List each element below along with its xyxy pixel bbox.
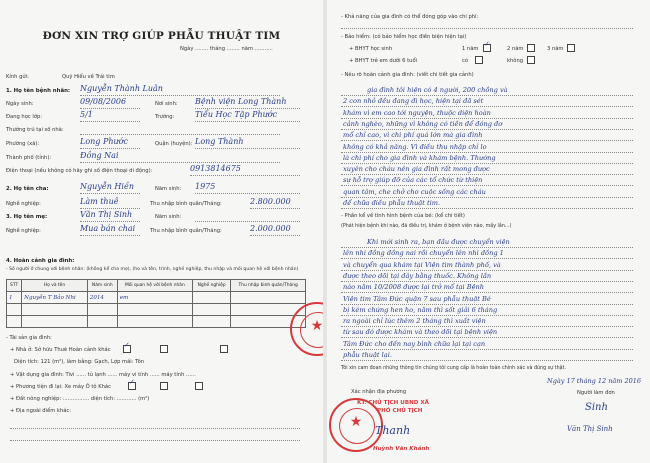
field-value[interactable]: Văn Thị Sinh [80, 210, 133, 219]
ruled-line [341, 304, 633, 305]
table-header-cell: Mối quan hệ với bệnh nhân [117, 280, 192, 292]
handwritten-line: 2 con nhỏ đều đang đi học, hiện tại đã sét [343, 97, 484, 106]
ruled-line [341, 197, 633, 198]
field-label: 1. Họ tên bệnh nhân: [6, 88, 71, 94]
ruled-line [341, 337, 633, 338]
handwritten-line: được theo dõi tại đây bằng thuốc. Không lần [343, 271, 492, 280]
table-header-cell: Nghề nghiệp [192, 280, 230, 292]
section4-title: 4. Hoàn cảnh gia đình: [6, 258, 75, 264]
house-line: + Nhà ở: Sở hữu Thuê Hoàn cảnh khác [10, 347, 111, 353]
field-underline [80, 148, 140, 149]
field-value[interactable]: Đồng Nai [80, 151, 119, 160]
three-year-checkbox[interactable] [567, 44, 575, 52]
assets-title: - Tài sản gia đình: [6, 335, 52, 341]
field-underline [195, 193, 300, 194]
table-cell[interactable]: 1 [7, 292, 22, 304]
table-header-cell: Thu nhập bình quân/Tháng [231, 280, 306, 292]
field-label: 2. Họ tên cha: [6, 186, 49, 192]
field-underline [250, 208, 300, 209]
insurance-title: - Bảo hiểm: (có bảo hiểm học điền biện hiện tại) [341, 34, 467, 40]
handwritten-line: nào năm 10/2008 được lại trở mổ tại Bệnh [343, 283, 485, 292]
table-cell[interactable]: em [117, 292, 192, 304]
form-title: ĐƠN XIN TRỢ GIÚP PHẪU THUẬT TIM [42, 30, 281, 42]
insurance-student: + BHYT học sinh [349, 46, 393, 52]
field-label: Ngày sinh: [6, 101, 34, 107]
ins-opt-no: không [507, 58, 524, 64]
table-cell[interactable] [87, 316, 117, 328]
family-table-header [7, 280, 306, 292]
handwritten-line: không có khả năng. Vì điều thu nhập chỉ lo [343, 142, 487, 151]
field-value-secondary[interactable]: Long Thành [195, 137, 244, 146]
ruled-line [341, 95, 633, 96]
left-page [0, 0, 323, 463]
table-cell[interactable] [87, 304, 117, 316]
ruled-line [341, 118, 633, 119]
family-table [6, 279, 306, 328]
field-value[interactable]: 0913814675 [190, 164, 241, 173]
field-value-secondary[interactable]: Tiểu Học Tập Phước [195, 110, 278, 119]
table-cell[interactable] [22, 316, 88, 328]
land-line: + Đất nông nghiệp: ................ diện tích: ............ (m²) [10, 396, 150, 402]
field-label: Thành phố (tỉnh): [6, 155, 52, 161]
table-cell[interactable] [192, 316, 230, 328]
ruled-line [341, 281, 633, 282]
handwritten-line: xuyên cho cháu nên gia đình rất mong được [343, 165, 490, 174]
table-cell[interactable] [117, 316, 192, 328]
table-header-cell: Năm sinh [87, 280, 117, 292]
handwritten-line: phẫu thuật lại. [343, 351, 392, 359]
ruled-line [341, 315, 633, 316]
signer-name: Văn Thị Sinh [567, 425, 613, 433]
field-underline [195, 148, 300, 149]
table-cell[interactable] [192, 292, 230, 304]
field-value-secondary[interactable]: 2.800.000 [250, 197, 291, 206]
field-value[interactable]: Mua bán chai [80, 224, 136, 233]
signer-title: Người làm đơn [577, 390, 615, 396]
field-value-secondary[interactable]: 2.000.000 [250, 224, 291, 233]
signer-signature: Sinh [585, 402, 608, 413]
ruled-line [341, 163, 633, 164]
ruled-line [341, 208, 633, 209]
ins-opt-2-year: 2 năm [507, 46, 524, 52]
insurance-child: + BHYT trẻ em dưới 6 tuổi [349, 58, 418, 64]
house-other-checkbox[interactable] [220, 345, 228, 353]
section4-subtitle: - Số người ở chung với bệnh nhân: (không kể cha mẹ), (họ và tên, trình, nghề nghiệp, thu nhập và mối quan hệ với bệnh nhân) [6, 267, 299, 272]
ins-opt-3-year: 3 năm [547, 46, 564, 52]
date-line: Ngày ........ tháng ........ năm ........... [180, 46, 273, 52]
field-value[interactable]: 5/1 [80, 110, 93, 119]
handwritten-line: mổ chỉ cao, vì chi phí quá lớn mà gia đình [343, 131, 483, 140]
field-label-secondary: Thu nhập bình quân/Tháng: [150, 201, 222, 207]
ruled-line [341, 326, 633, 327]
ruled-line [341, 174, 633, 175]
handwritten-line: lên nhi đồng đồng nai rồi chuyển lên nhi đồng 1 [343, 249, 504, 258]
field-value[interactable]: Nguyễn Hiền [80, 182, 135, 191]
ins-opt-yes: có [462, 58, 469, 64]
field-label: Nghề nghiệp: [6, 228, 41, 234]
blank-line [10, 428, 300, 429]
stamp-caption: KT. CHỦ TỊCH UBND XÃ [357, 400, 429, 406]
ruled-line [341, 185, 633, 186]
handwritten-line: để chữa điều phẫu thuật tim. [343, 199, 441, 207]
field-underline [195, 108, 300, 109]
check-icon: ✓ [124, 341, 130, 349]
handwritten-line: ra ngoài chỉ lúc thêm 2 tháng thì xuất viện [343, 317, 486, 326]
ruled-line [341, 247, 633, 248]
field-underline [80, 221, 140, 222]
check-icon: ✓ [129, 378, 135, 386]
ruled-line [341, 129, 633, 130]
house-rent-checkbox[interactable] [160, 345, 168, 353]
red-seal: ★ [290, 302, 323, 356]
table-row [7, 292, 306, 304]
red-seal: ★ [329, 398, 383, 452]
ruled-line [341, 360, 633, 361]
greeting-label: Kính gửi: [6, 74, 29, 80]
field-label: Điện thoại (nếu không có hãy ghi số điện thoại di động): [6, 168, 153, 174]
handwritten-line: gia đình tôi hiện có 4 người, 200 chồng và [367, 86, 508, 94]
handwritten-line: quan tâm, che chở cho cuộc sống các cháu [343, 187, 486, 196]
local-confirm-title: Xác nhận địa phương [351, 389, 407, 395]
table-cell[interactable] [22, 304, 88, 316]
field-label-secondary: Quận (huyện): [155, 141, 193, 147]
handwritten-line: khám vì em cao tới nguyện, thuộc diện hoàn [343, 108, 491, 117]
field-underline [195, 221, 300, 222]
field-label-secondary: Nơi sinh: [155, 101, 178, 107]
blank-line [10, 440, 300, 441]
table-row [7, 304, 306, 316]
area-line: Diện tích: 121 (m²), làm bằng: Gạch, Lợp mái: Tôn [14, 359, 145, 365]
field-label: Phường (xã): [6, 141, 40, 147]
handwritten-line: từ sau đó được khám và theo dõi tại bệnh viện [343, 328, 498, 337]
table-cell[interactable] [192, 304, 230, 316]
field-label: Nghề nghiệp: [6, 201, 41, 207]
contribution-question: - Khả năng của gia đình có thể đóng góp vào chi phí: [341, 14, 479, 20]
greeting-value: Quỹ Hiểu về Trái tim [62, 74, 115, 80]
handwritten-line: bị kém chứng hen ho, năm thì sốt giải 6 tháng [343, 305, 498, 314]
yes-checkbox[interactable] [475, 56, 483, 64]
ruled-line [341, 106, 633, 107]
field-label: Thường trú tại số nhà: [6, 127, 64, 133]
field-label-secondary: Năm sinh: [155, 214, 182, 220]
field-underline [80, 162, 280, 163]
check-icon: ✓ [484, 40, 490, 48]
field-underline [80, 108, 140, 109]
transport-line: + Phương tiện đi lại: Xe máy Ô tô Khác [10, 384, 111, 390]
signed-date: Ngày 17 tháng 12 năm 2016 [547, 377, 642, 385]
no-checkbox[interactable] [527, 56, 535, 64]
ruled-line [341, 292, 633, 293]
field-underline [80, 235, 140, 236]
ruled-line [341, 152, 633, 153]
official-name: Huỳnh Văn Khánh [373, 446, 430, 452]
ruled-line [341, 140, 633, 141]
ruled-line [341, 270, 633, 271]
illness-subquestion: (Phát hiện bệnh khi nào, đã điều trị, khám ở bệnh viện nào, mấy lần...) [341, 224, 512, 229]
handwritten-line: Viện tim Tâm Đức quận 7 sau phẫu thuật Bé [343, 294, 491, 303]
ruled-line [341, 258, 633, 259]
table-cell[interactable]: 2014 [87, 292, 117, 304]
table-cell[interactable]: Nguyễn T Bảo Nhi [22, 292, 88, 304]
table-cell[interactable] [231, 292, 306, 304]
field-underline [80, 208, 140, 209]
field-value-secondary[interactable]: Bệnh viện Long Thành [195, 97, 287, 106]
field-value-secondary[interactable]: 1975 [195, 182, 216, 191]
illness-question: - Phần kể về tình hình bệnh của bé: (kể chi tiết) [341, 213, 465, 219]
blank-line [341, 28, 633, 29]
table-header-cell: STT [7, 280, 22, 292]
field-underline [250, 235, 300, 236]
other-line: + Địa ngoài điểm khác: [10, 408, 72, 414]
table-cell[interactable] [7, 304, 22, 316]
field-underline [190, 175, 300, 176]
handwritten-line: là chi phí cho gia đình và khám bệnh. Thường [343, 153, 496, 162]
field-underline [80, 121, 140, 122]
handwritten-line: và chuyển qua khám tại Viện tim thành phố, và [343, 260, 501, 269]
field-label: 3. Họ tên mẹ: [6, 214, 48, 220]
ins-opt-1-year: 1 năm [462, 46, 479, 52]
table-cell[interactable] [7, 316, 22, 328]
table-header-cell: Họ và tên [22, 280, 88, 292]
field-label: Đang học lớp: [6, 114, 43, 120]
furniture-line: + Vật dụng gia đình: Tivi ...... tủ lạnh ...... máy vi tính ...... máy tính ...... [10, 372, 196, 378]
field-underline [195, 121, 300, 122]
field-value[interactable]: Làm thuê [80, 197, 119, 206]
table-cell[interactable] [117, 304, 192, 316]
ruled-line [341, 349, 633, 350]
field-label-secondary: Trường: [155, 114, 175, 120]
commitment-text: Tôi xin cam đoan những thông tin chúng tôi cung cấp là hoàn toàn chính xác và đúng sự thật. [341, 366, 566, 371]
handwritten-line: sự hỗ trợ giúp đỡ của các tổ chức từ thiện [343, 176, 483, 185]
field-value[interactable]: Long Phước [80, 137, 128, 146]
car-checkbox[interactable] [160, 382, 168, 390]
handwritten-line: Tâm Đức cho đến nay bình chữa lại tại cạn [343, 339, 486, 348]
two-year-checkbox[interactable] [527, 44, 535, 52]
family-situation-question: - Nêu rõ hoàn cảnh gia đình: (viết chi tiết gia cảnh) [341, 72, 474, 78]
field-label-secondary: Năm sinh: [155, 186, 182, 192]
field-underline [80, 193, 140, 194]
handwritten-line: Khi mới sinh ra, bạn đầu được chuyển viện [367, 238, 510, 246]
field-value[interactable]: 09/08/2006 [80, 97, 127, 106]
field-underline [80, 134, 280, 135]
field-underline [80, 95, 280, 96]
table-row [7, 316, 306, 328]
official-signature: Thanh [375, 424, 411, 437]
stamp-role: PHÓ CHỦ TỊCH [377, 408, 423, 414]
handwritten-line: cảnh nghèo, những vì không có tiền để đóng đơ [343, 119, 503, 128]
field-value[interactable]: Nguyễn Thành Luân [80, 84, 163, 93]
right-page [327, 0, 650, 463]
transport-other-checkbox[interactable] [195, 382, 203, 390]
field-label-secondary: Thu nhập bình quân/Tháng: [150, 228, 222, 234]
